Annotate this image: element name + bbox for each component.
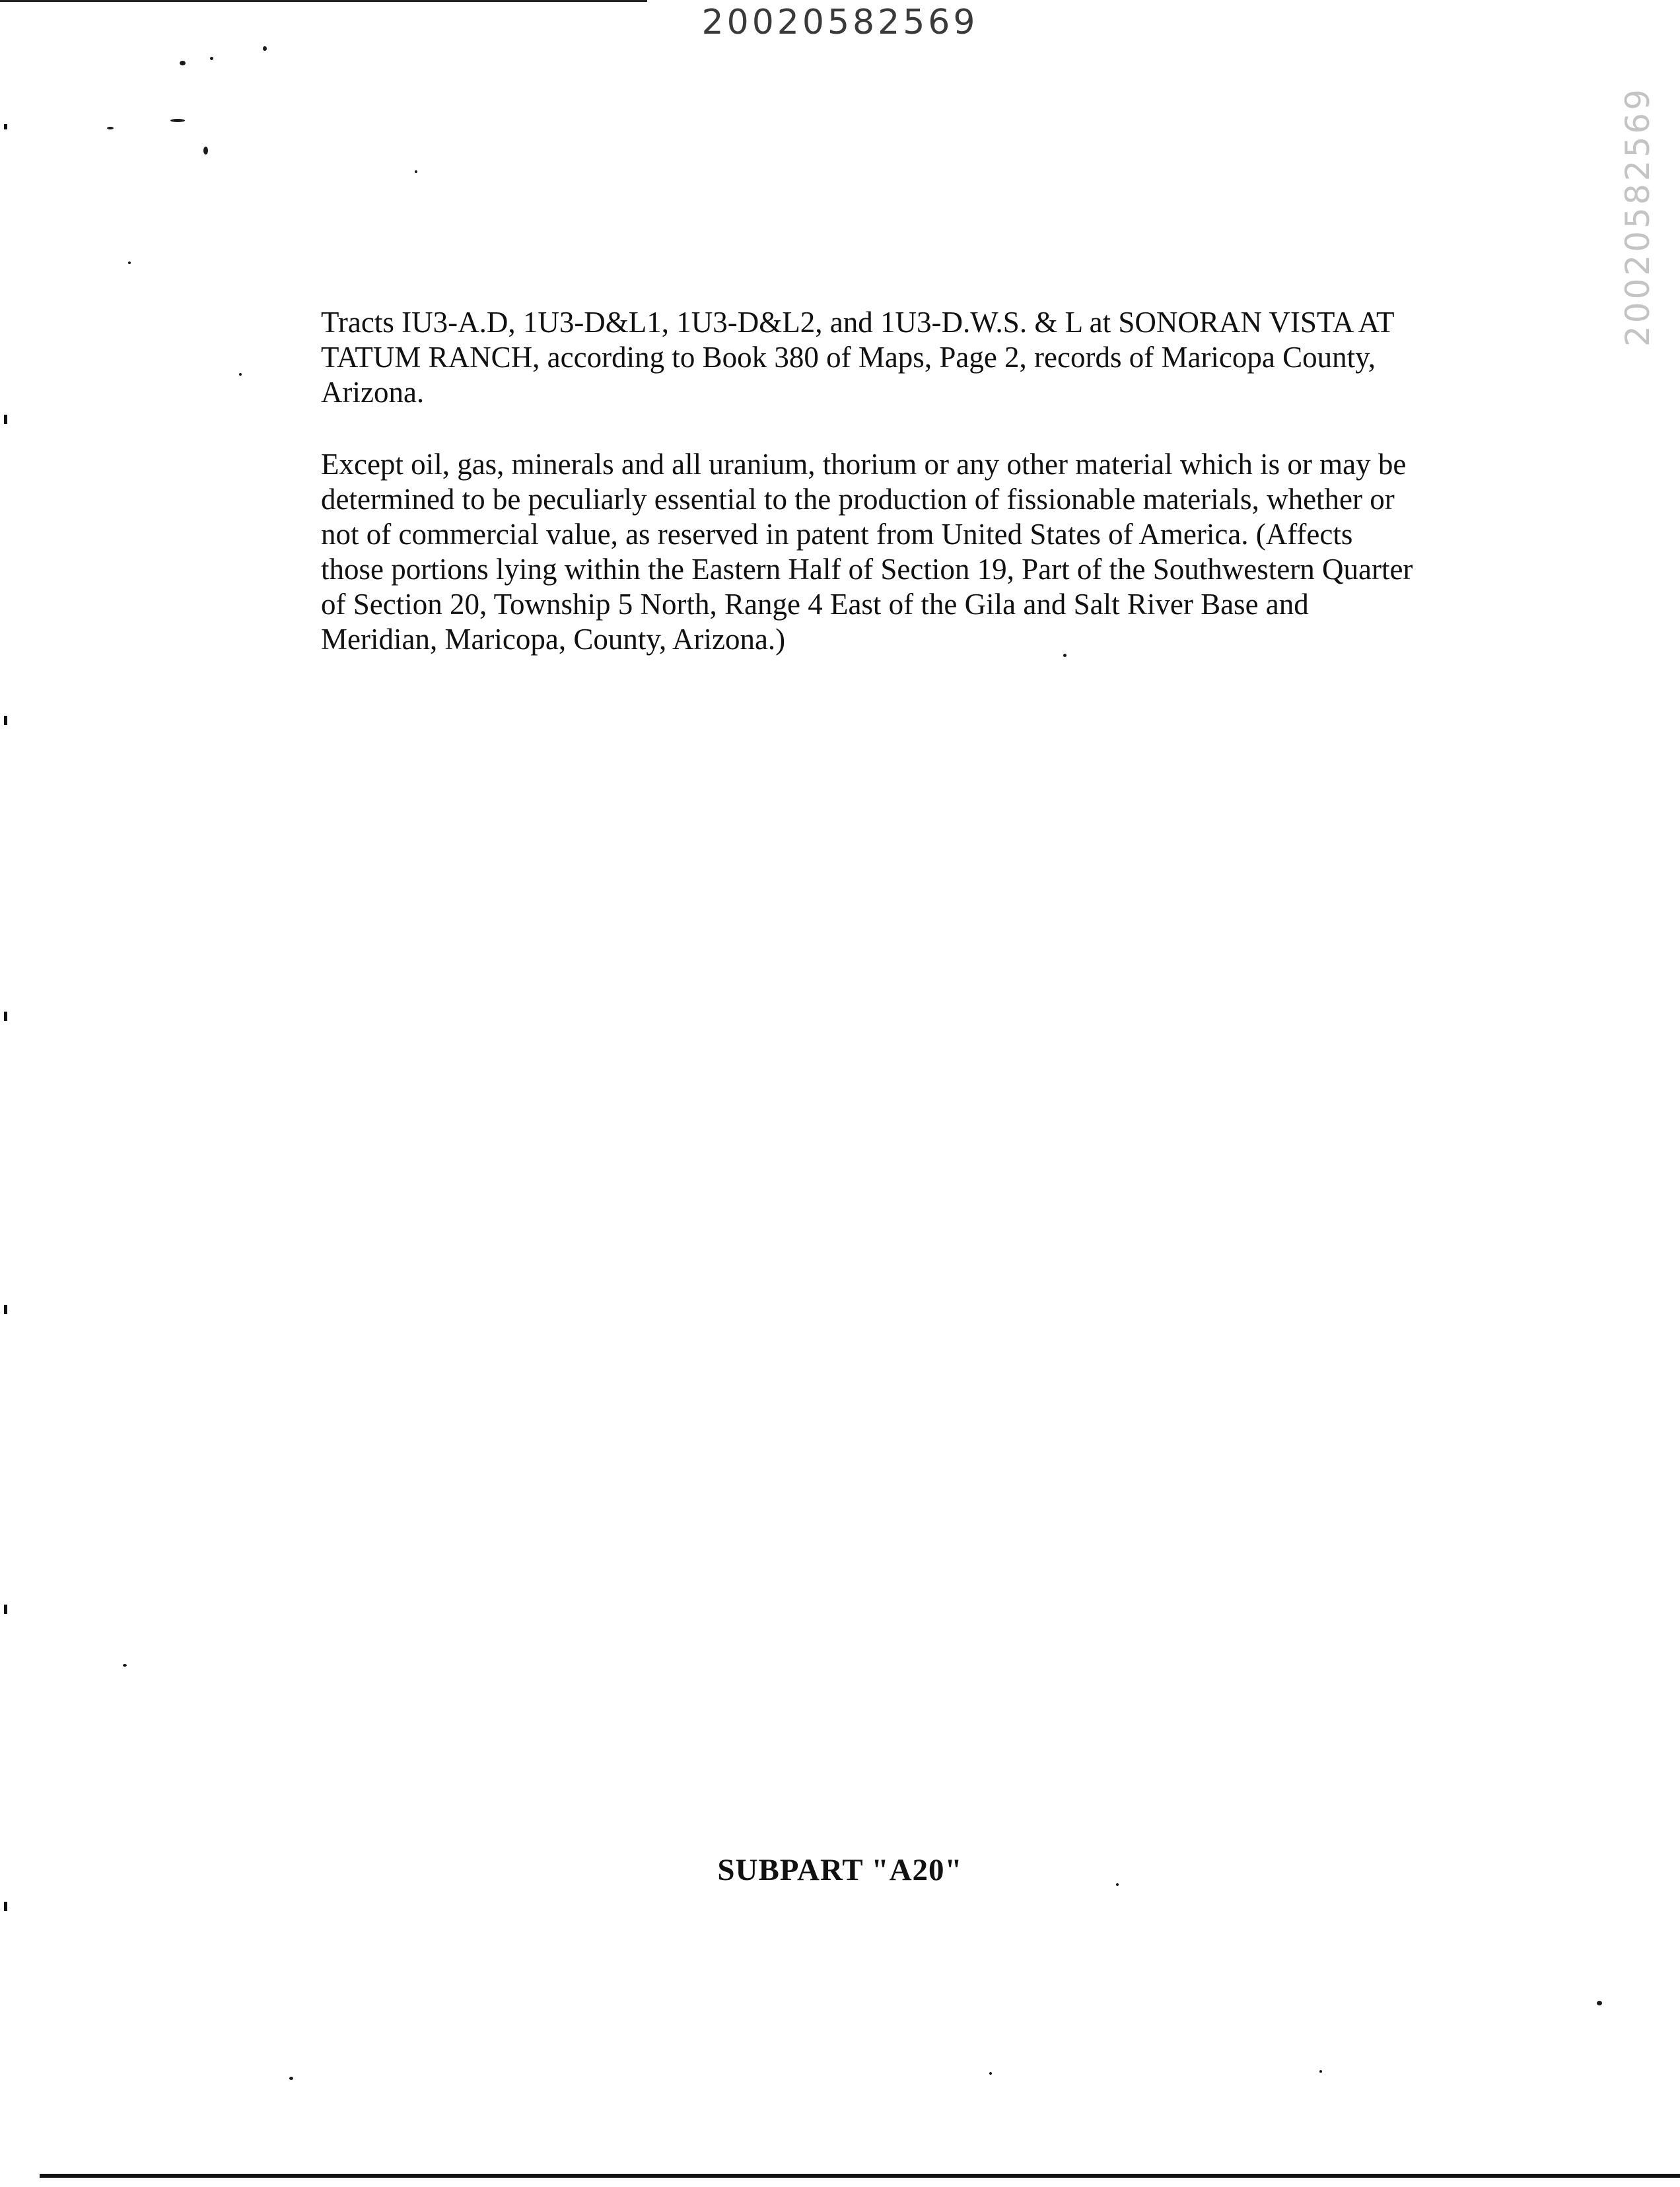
bottom-scan-rule xyxy=(40,2174,1680,2178)
scan-speck xyxy=(239,373,242,376)
left-edge-mark xyxy=(4,1605,7,1614)
scan-speck xyxy=(210,57,213,60)
scan-speck xyxy=(123,1664,127,1667)
scan-speck xyxy=(1116,1883,1119,1886)
left-edge-mark xyxy=(4,1305,7,1314)
scan-speck xyxy=(989,2072,992,2075)
exception-paragraph: Except oil, gas, minerals and all uranium, thorium or any other material which is or may be determined to be peculiarly essential to the production of fissionable materials, whether or not of commercial value, as reserved in patent from United States of America. (Affects those portions lying within the Eastern Half of Section 19, Part of the Southwestern Quarter of Section 20, Township 5 North, Range 4 East of the Gila and Salt River Base and Meridian, Maricopa, County, Arizona.) xyxy=(321,448,1413,656)
subpart-label: SUBPART "A20" xyxy=(717,1853,963,1887)
top-scan-rule xyxy=(0,0,647,2)
scan-speck xyxy=(170,119,185,122)
scan-speck xyxy=(203,147,208,155)
scan-speck xyxy=(180,61,186,65)
scan-speck xyxy=(128,261,131,264)
scan-speck xyxy=(1063,654,1067,657)
left-edge-mark xyxy=(4,1902,7,1911)
side-recording-stamp: 20020582569 xyxy=(1619,87,1657,347)
left-edge-mark xyxy=(4,716,7,725)
left-edge-mark xyxy=(4,124,7,129)
scan-speck xyxy=(1597,2001,1602,2005)
left-edge-mark xyxy=(4,1012,7,1021)
legal-description-paragraph: Tracts IU3-A.D, 1U3-D&L1, 1U3-D&L2, and 1U3-D.W.S. & L at SONORAN VISTA AT TATUM RANCH, according to Book 380 of Maps, Page 2, records of Maricopa County, Arizona. xyxy=(321,306,1394,409)
scan-speck xyxy=(289,2077,293,2080)
scan-speck xyxy=(1319,2070,1322,2073)
scan-speck xyxy=(263,46,267,51)
recording-number: 20020582569 xyxy=(701,3,979,42)
scan-speck xyxy=(415,170,417,173)
left-edge-mark xyxy=(4,415,7,424)
scan-speck xyxy=(107,127,114,129)
